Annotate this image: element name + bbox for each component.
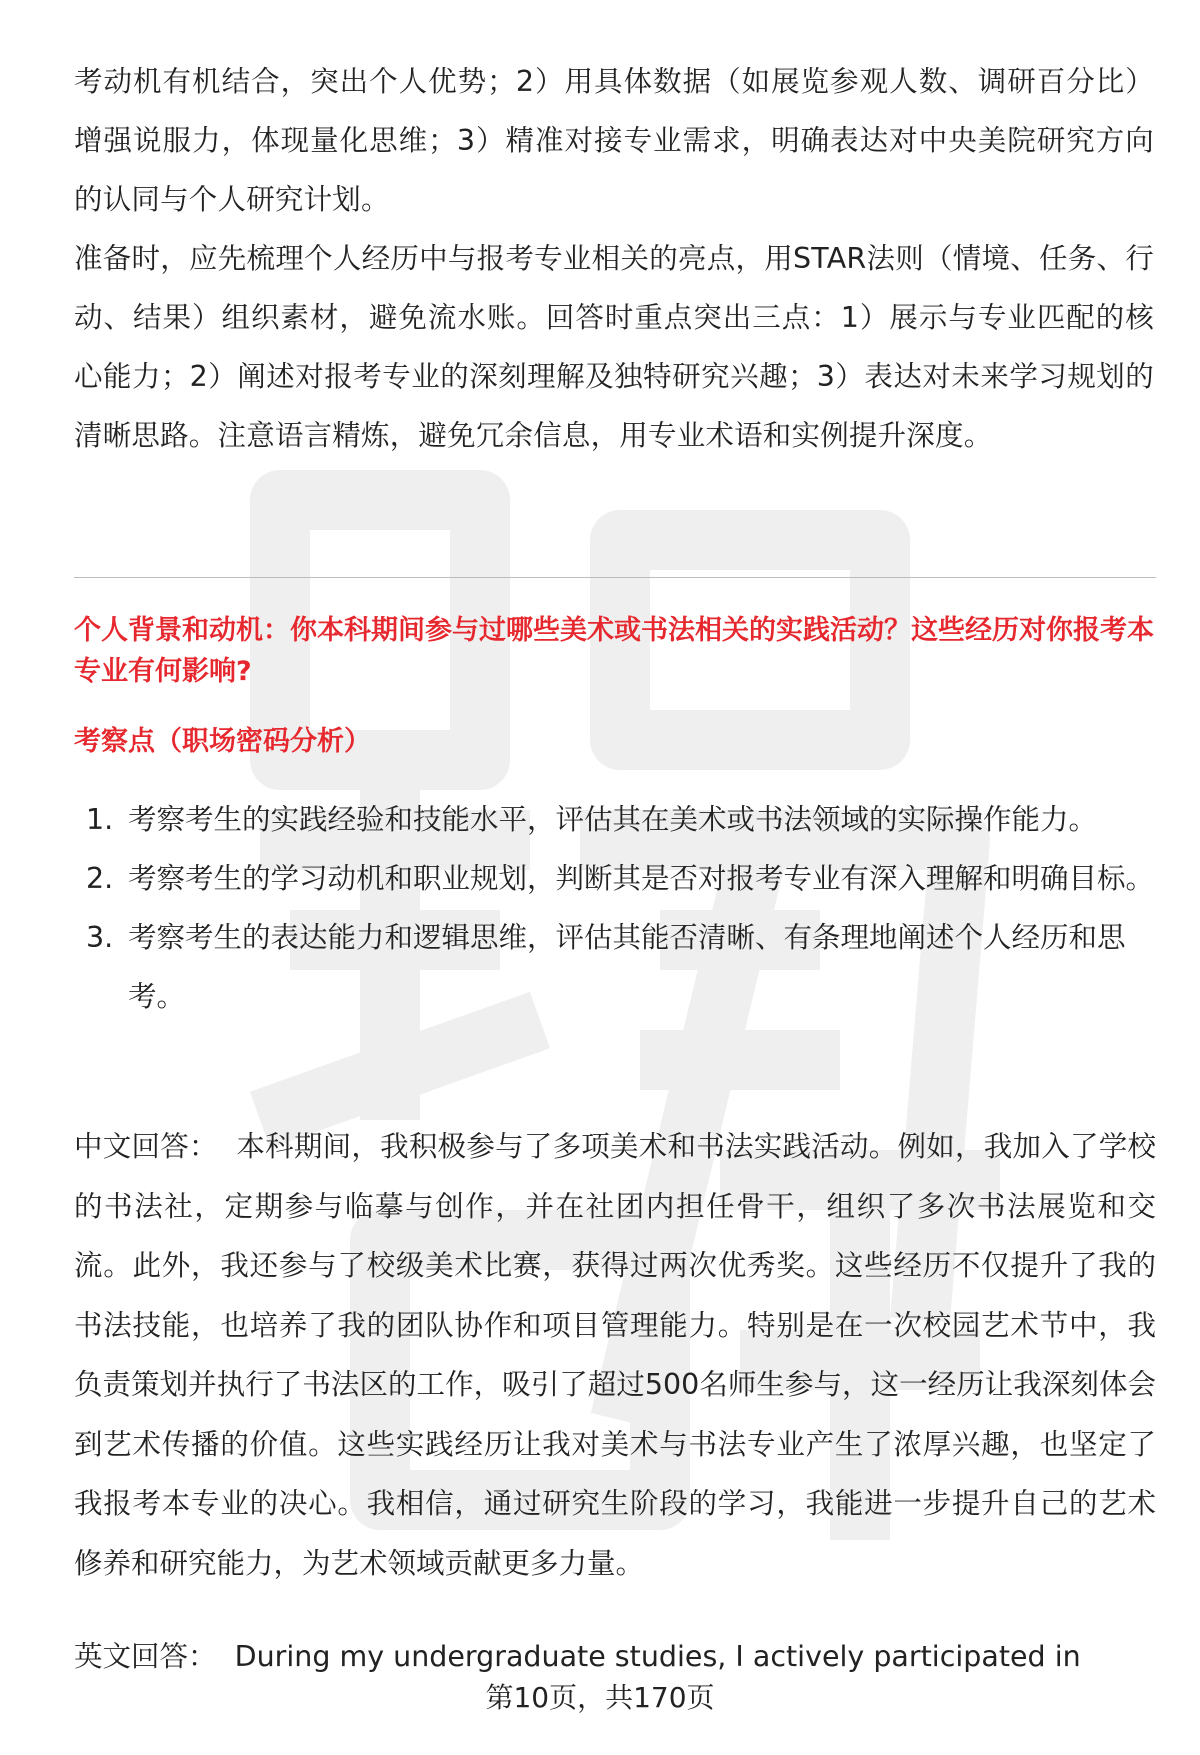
intro-paragraph-1: 考动机有机结合，突出个人优势；2）用具体数据（如展览参观人数、调研百分比）增强说服力，体现量化思维；3）精准对接专业需求，明确表达对中央美院研究方向的认同与个人研究计划。	[74, 65, 1154, 216]
intro-section	[74, 52, 1154, 465]
chinese-answer	[74, 1117, 1156, 1593]
section-divider	[74, 577, 1156, 578]
english-answer-label: 英文回答：	[74, 1640, 217, 1673]
analysis-list	[74, 790, 1156, 1026]
list-item-number: 2.	[86, 862, 114, 895]
list-item	[74, 908, 1156, 1026]
english-answer-text: During my undergraduate studies, I actively participated in	[234, 1640, 1081, 1673]
question-heading: 个人背景和动机：你本科期间参与过哪些美术或书法相关的实践活动？这些经历对你报考本专业有何影响?	[74, 615, 1154, 687]
page-number: 第10页，共170页	[485, 1681, 715, 1714]
list-item	[74, 790, 1156, 849]
list-item-text: 考察考生的实践经验和技能水平，评估其在美术或书法领域的实际操作能力。	[128, 803, 1098, 836]
chinese-answer-label: 中文回答：	[74, 1130, 218, 1163]
list-item-text: 考察考生的表达能力和逻辑思维，评估其能否清晰、有条理地阐述个人经历和思考。	[128, 921, 1126, 1013]
list-item-text: 考察考生的学习动机和职业规划，判断其是否对报考专业有深入理解和明确目标。	[128, 862, 1155, 895]
chinese-answer-text: 本科期间，我积极参与了多项美术和书法实践活动。例如，我加入了学校的书法社，定期参与临摹与创作，并在社团内担任骨干，组织了多次书法展览和交流。此外，我还参与了校级美术比赛，获得过两次优秀奖。这些经历不仅提升了我的书法技能，也培养了我的团队协作和项目管理能力。特别是在一次校园艺术节中，我负责策划并执行了书法区的工作，吸引了超过500名师生参与，这一经历让我深刻体会到艺术传播的价值。这些实践经历让我对美术与书法专业产生了浓厚兴趣，也坚定了我报考本专业的决心。我相信，通过研究生阶段的学习，我能进一步提升自己的艺术修养和研究能力，为艺术领域贡献更多力量。	[74, 1130, 1156, 1580]
list-item	[74, 849, 1156, 908]
analysis-heading: 考察点（职场密码分析）	[74, 726, 371, 757]
list-item-number: 1.	[86, 803, 114, 836]
list-item-number: 3.	[86, 921, 114, 954]
intro-paragraph-2: 准备时，应先梳理个人经历中与报考专业相关的亮点，用STAR法则（情境、任务、行动、结果）组织素材，避免流水账。回答时重点突出三点：1）展示与专业匹配的核心能力；2）阐述对报考专业的深刻理解及独特研究兴趣；3）表达对未来学习规划的清晰思路。注意语言精炼，避免冗余信息，用专业术语和实例提升深度。	[74, 242, 1154, 452]
